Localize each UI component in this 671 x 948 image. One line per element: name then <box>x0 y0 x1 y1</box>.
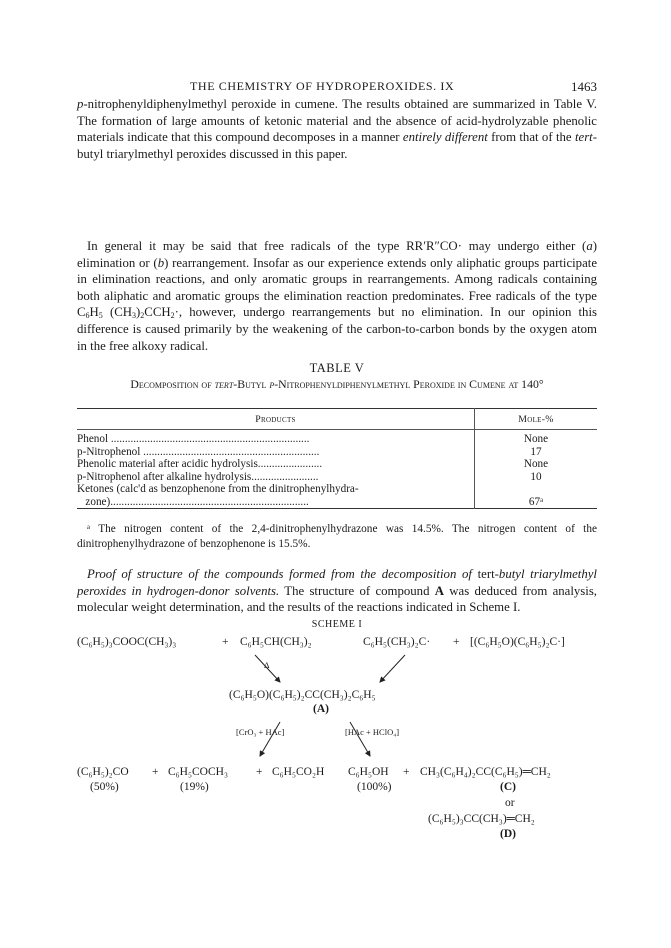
mole-percent-cell: 17 <box>530 445 542 458</box>
mole-percent-cell: 10 <box>530 470 542 483</box>
plus-sign: + <box>152 766 159 778</box>
product-benzoic-acid: C₆H₅CO₂H <box>272 766 325 778</box>
text-run: ) <box>136 305 141 320</box>
text-run: 5 <box>98 311 103 321</box>
reactant-cumene: C₆H₅CH(CH₃)₂ <box>240 636 312 648</box>
product-cell: Ketones (calc'd as benzophenone from the dinitrophenylhydra- <box>77 483 475 496</box>
plus-sign: + <box>453 636 460 648</box>
table-row <box>77 483 597 496</box>
running-title: THE CHEMISTRY OF HYDROPEROXIDES. IX <box>190 79 455 93</box>
table-footnote: ᵃ The nitrogen content of the 2,4-dinitrophenylhydrazone was 14.5%. The nitrogen content of the dinitrophenylhydrazone of benzophenone is 15.5%. <box>77 523 597 550</box>
paragraph-1 <box>77 96 597 162</box>
scheme-arrows-top <box>240 650 440 690</box>
plus-sign: + <box>256 766 263 778</box>
heat-symbol: Δ <box>264 660 270 670</box>
text-run: ) elimination or ( <box>77 239 597 270</box>
text-run: p <box>77 97 84 111</box>
mole-percent-cell: None <box>523 458 549 470</box>
text-run: p <box>269 377 275 391</box>
text-run: (CH <box>102 305 133 320</box>
reactant-triphenylmethyl-peroxide: (C₆H₅)₃COOC(CH₃)₃ <box>77 636 177 648</box>
paragraph-2 <box>77 238 597 354</box>
reagent-perchloric-acid: [HAc + HClO₄] <box>345 727 400 737</box>
text-run: Decomposition of <box>130 377 215 391</box>
scheme-arrows-bottom <box>240 718 410 763</box>
product-cell: Phenolic material after acidic hydrolysis....................... <box>77 458 475 471</box>
text-run: tert <box>214 377 234 391</box>
text-run: tert <box>477 567 495 581</box>
compound-a-formula: (C₆H₅O)(C₆H₅)₂CC(CH₃)₂C₆H₅ <box>229 689 376 701</box>
plus-sign: + <box>222 636 229 648</box>
table-row <box>77 496 597 509</box>
plus-sign: + <box>403 766 410 778</box>
text-run: -butyl triarylmethyl peroxides in hydrogen-donor solvents. <box>77 567 597 598</box>
yield-phenol: (100%) <box>357 781 392 793</box>
or-word: or <box>505 797 515 809</box>
yield-acetophenone: (19%) <box>180 781 209 793</box>
text-run: b <box>157 255 165 270</box>
text-run: 6 <box>85 311 90 321</box>
yield-benzophenone: (50%) <box>90 781 119 793</box>
text-run: a <box>586 239 593 253</box>
table-body <box>77 430 597 509</box>
table-row <box>77 446 597 459</box>
product-cell: zone)....................................................................... <box>77 496 475 509</box>
table-title: TABLE V <box>309 361 365 375</box>
text-run: entirely different <box>402 130 488 145</box>
radical-phenoxydiphenylmethyl: [(C₆H₅O)(C₆H₅)₂C·] <box>470 636 565 648</box>
text-run: Proof of structure of the compounds formed from the decomposition of <box>87 567 478 581</box>
table-caption <box>77 377 597 391</box>
product-benzophenone: (C₆H₅)₂CO <box>77 766 129 778</box>
text-run: tert <box>574 130 593 145</box>
text-run: was deduced from analysis, molecular weight determination, and the results of the reactions indicated in Scheme I. <box>77 583 597 615</box>
text-run: ·, however, undergo rearrangements but no elimination. In our opinion this difference is caused primarily by the weakening of the carbon-to-carbon bonds by the oxygen atom in the free alkoxy radical. <box>77 305 597 353</box>
text-run: 2 <box>170 311 175 321</box>
text-run: H <box>89 305 99 320</box>
text-run: The structure of compound <box>279 583 435 598</box>
scheme-title: SCHEME I <box>311 619 363 630</box>
text-run: -butyl triarylmethyl peroxides discussed in this paper. <box>77 130 597 161</box>
table-row <box>77 471 597 484</box>
text-run: A <box>434 583 445 598</box>
product-cell: p-Nitrophenol after alkaline hydrolysis........................ <box>77 471 475 484</box>
text-run: ) rearrangement. Insofar as our experience extends only aliphatic groups participate in elimination reactions, and only aromatic groups in rearrangements. Among radicals containing both aliphatic and aromatic groups the elimination reaction predominates. Free radicals of the type C <box>77 255 597 320</box>
table-header-row <box>77 409 597 430</box>
product-cell: Phenol ....................................................................... <box>77 430 475 446</box>
product-acetophenone: C₆H₅COCH₃ <box>168 766 228 778</box>
radical-cumyl: C₆H₅(CH₃)₂C· <box>363 636 431 648</box>
text-run: In general it may be said that free radicals of the type RR′R″CO· may undergo either ( <box>87 239 587 253</box>
text-run: from that of the <box>487 130 575 145</box>
table-row <box>77 430 597 446</box>
product-compound-c: CH₃(C₆H₄)₂CC(C₆H₅)═CH₂ <box>420 766 551 778</box>
page-number: 1463 <box>571 79 597 94</box>
text-run: -nitrophenyldiphenylmethyl peroxide in cumene. The results obtained are summarized in Table V. The formation of large amounts of ketonic material and the absence of acid-hydrolyzable phenolic materials indicate that this compound decomposes in a manner <box>77 97 597 145</box>
compound-a-label: (A) <box>313 703 329 715</box>
reagent-chromic-acid: [CrO₃ + HAc] <box>236 727 285 737</box>
col-header-mole-percent: Mole-% <box>518 413 554 425</box>
mole-percent-cell: 67ᵃ <box>528 495 544 508</box>
compound-c-label: (C) <box>500 781 516 793</box>
compound-d-label: (D) <box>500 828 516 840</box>
product-cell: p-Nitrophenol ............................................................... <box>77 446 475 459</box>
paragraph-3 <box>77 566 597 616</box>
product-phenol: C₆H₅OH <box>348 766 389 778</box>
col-header-products: Products <box>77 409 475 430</box>
text-run: CCH <box>144 305 171 320</box>
text-run: 2 <box>140 311 145 321</box>
text-run: 3 <box>132 311 137 321</box>
product-compound-d: (C₆H₅)₃CC(CH₃)═CH₂ <box>428 813 535 825</box>
results-table <box>77 408 597 509</box>
text-run: -Nitrophenyldiphenylmethyl Peroxide in Cumene at 140° <box>274 377 544 391</box>
mole-percent-cell <box>475 483 598 496</box>
table-row <box>77 458 597 471</box>
text-run: -Butyl <box>233 377 270 391</box>
mole-percent-cell: None <box>523 433 549 445</box>
